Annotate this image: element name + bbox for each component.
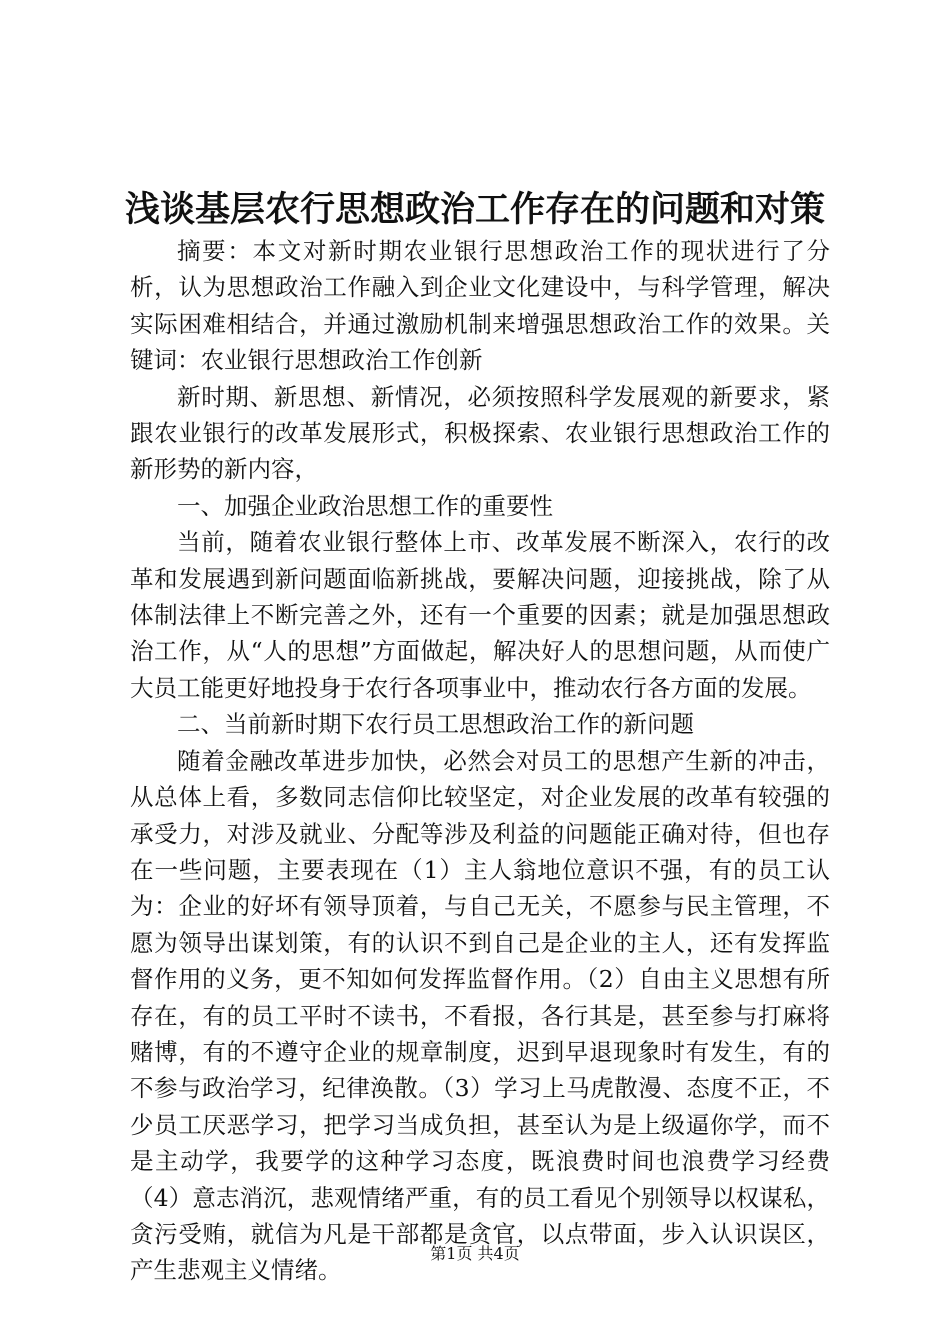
page-number-footer: 第1页 共4页: [430, 1244, 520, 1263]
section-heading-2: 二、当前新时期下农行员工思想政治工作的新问题: [177, 710, 694, 739]
abstract-paragraph: 摘要：本文对新时期农业银行思想政治工作的现状进行了分析，认为思想政治工作融入到企业文化建设中，与科学管理，解决实际困难相结合，并通过激励机制来增强思想政治工作的效果。关键词：农业银行思想政治工作创新: [130, 237, 830, 375]
section-1-paragraph: 当前，随着农业银行整体上市、改革发展不断深入，农行的改革和发展遇到新问题面临新挑战，要解决问题，迎接挑战，除了从体制法律上不断完善之外，还有一个重要的因素；就是加强思想政治工作，从“人的思想”方面做起，解决好人的思想问题，从而使广大员工能更好地投身于农行各项事业中，推动农行各方面的发展。: [130, 528, 830, 702]
document-body: [130, 233, 830, 1289]
intro-paragraph: 新时期、新思想、新情况，必须按照科学发展观的新要求，紧跟农业银行的改革发展形式，积极探索、农业银行思想政治工作的新形势的新内容，: [130, 382, 830, 484]
section-heading-1: 一、加强企业政治思想工作的重要性: [177, 491, 553, 520]
section-2-paragraph: 随着金融改革进步加快，必然会对员工的思想产生新的冲击，从总体上看，多数同志信仰比较坚定，对企业发展的改革有较强的承受力，对涉及就业、分配等涉及利益的问题能正确对待，但也存在一些问题，主要表现在（1）主人翁地位意识不强，有的员工认为：企业的好坏有领导顶着，与自己无关，不愿参与民主管理，不愿为领导出谋划策，有的认识不到自己是企业的主人，还有发挥监督作用的义务，更不知如何发挥监督作用。（2）自由主义思想有所存在，有的员工平时不读书，不看报，各行其是，甚至参与打麻将赌博，有的不遵守企业的规章制度，迟到早退现象时有发生，有的不参与政治学习，纪律涣散。（3）学习上马虎散漫、态度不正，不少员工厌恶学习，把学习当成负担，甚至认为是上级逼你学，而不是主动学，我要学的这种学习态度，既浪费时间也浪费学习经费（4）意志消沉，悲观情绪严重，有的员工看见个别领导以权谋私，贪污受贿，就信为凡是干部都是贪官，以点带面，步入认识误区，产生悲观主义情绪。: [130, 746, 830, 1285]
document-title: 浅谈基层农行思想政治工作存在的问题和对策: [124, 189, 825, 230]
